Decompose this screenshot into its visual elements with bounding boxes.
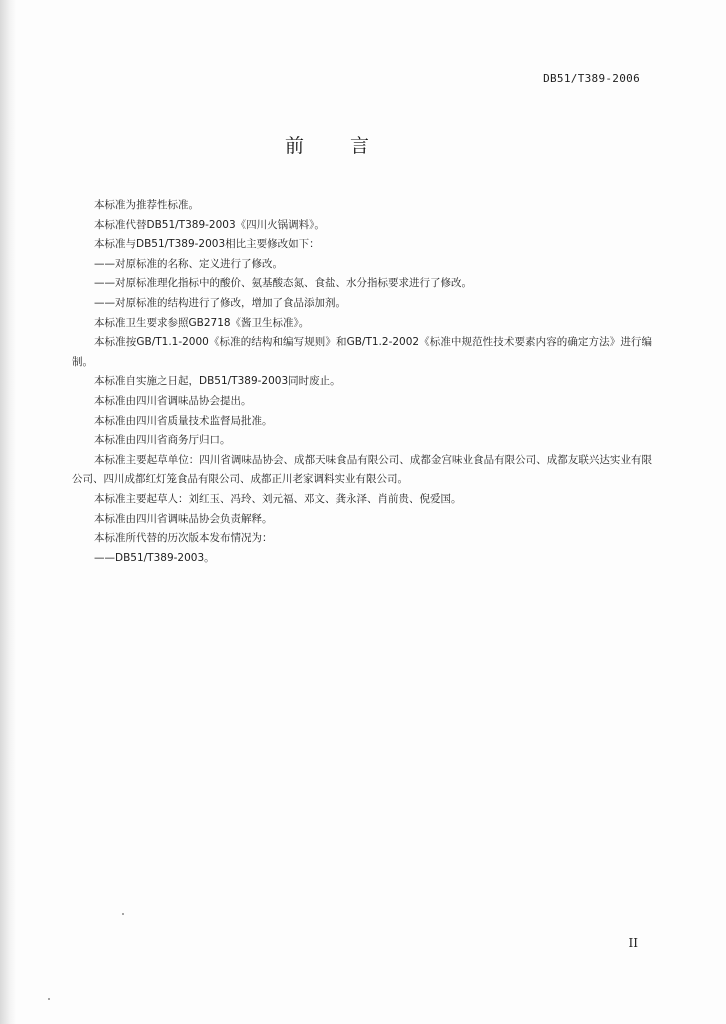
page-number: II <box>628 936 638 950</box>
paragraph: 本标准与DB51/T389-2003相比主要修改如下： <box>94 238 320 251</box>
scan-speck <box>122 913 124 915</box>
paragraph: 本标准由四川省商务厅归口。 <box>94 434 231 447</box>
foreword-body <box>72 196 652 568</box>
paragraph: 本标准按GB/T1.1-2000《标准的结构和编写规则》和GB/T1.2-2002《标准中规范性技术要素内容的确定方法》进行编制。 <box>72 336 652 368</box>
paragraph: 本标准所代替的历次版本发布情况为： <box>94 532 273 545</box>
paragraph: 本标准由四川省质量技术监督局批准。 <box>94 414 273 427</box>
paragraph: 本标准主要起草单位：四川省调味品协会、成都天味食品有限公司、成都金宫味业食品有限公司、成都友联兴达实业有限公司、四川成都红灯笼食品有限公司、成都正川老家调料实业有限公司。 <box>72 453 652 486</box>
paragraph: 本标准为推荐性标准。 <box>94 199 199 211</box>
list-item: ——对原标准的结构进行了修改，增加了食品添加剂。 <box>94 296 346 309</box>
paragraph: 本标准由四川省调味品协会负责解释。 <box>94 512 273 525</box>
paragraph: 本标准自实施之日起，DB51/T389-2003同时废止。 <box>94 375 341 388</box>
page-title: 前言 <box>284 135 415 157</box>
paragraph: 本标准由四川省调味品协会提出。 <box>94 394 252 407</box>
paragraph: 本标准卫生要求参照GB2718《酱卫生标准》。 <box>94 316 310 329</box>
paragraph: 本标准代替DB51/T389-2003《四川火锅调料》。 <box>94 218 325 231</box>
list-item: ——对原标准的名称、定义进行了修改。 <box>94 257 283 270</box>
standard-code: DB51/T389-2006 <box>543 72 640 85</box>
list-item: ——DB51/T389-2003。 <box>94 551 215 564</box>
list-item: ——对原标准理化指标中的酸价、氨基酸态氮、食盐、水分指标要求进行了修改。 <box>94 277 472 290</box>
scan-speck <box>48 998 50 1000</box>
paragraph: 本标准主要起草人：刘红玉、冯玲、刘元福、邓文、龚永泽、肖前贵、倪爱国。 <box>94 492 462 505</box>
